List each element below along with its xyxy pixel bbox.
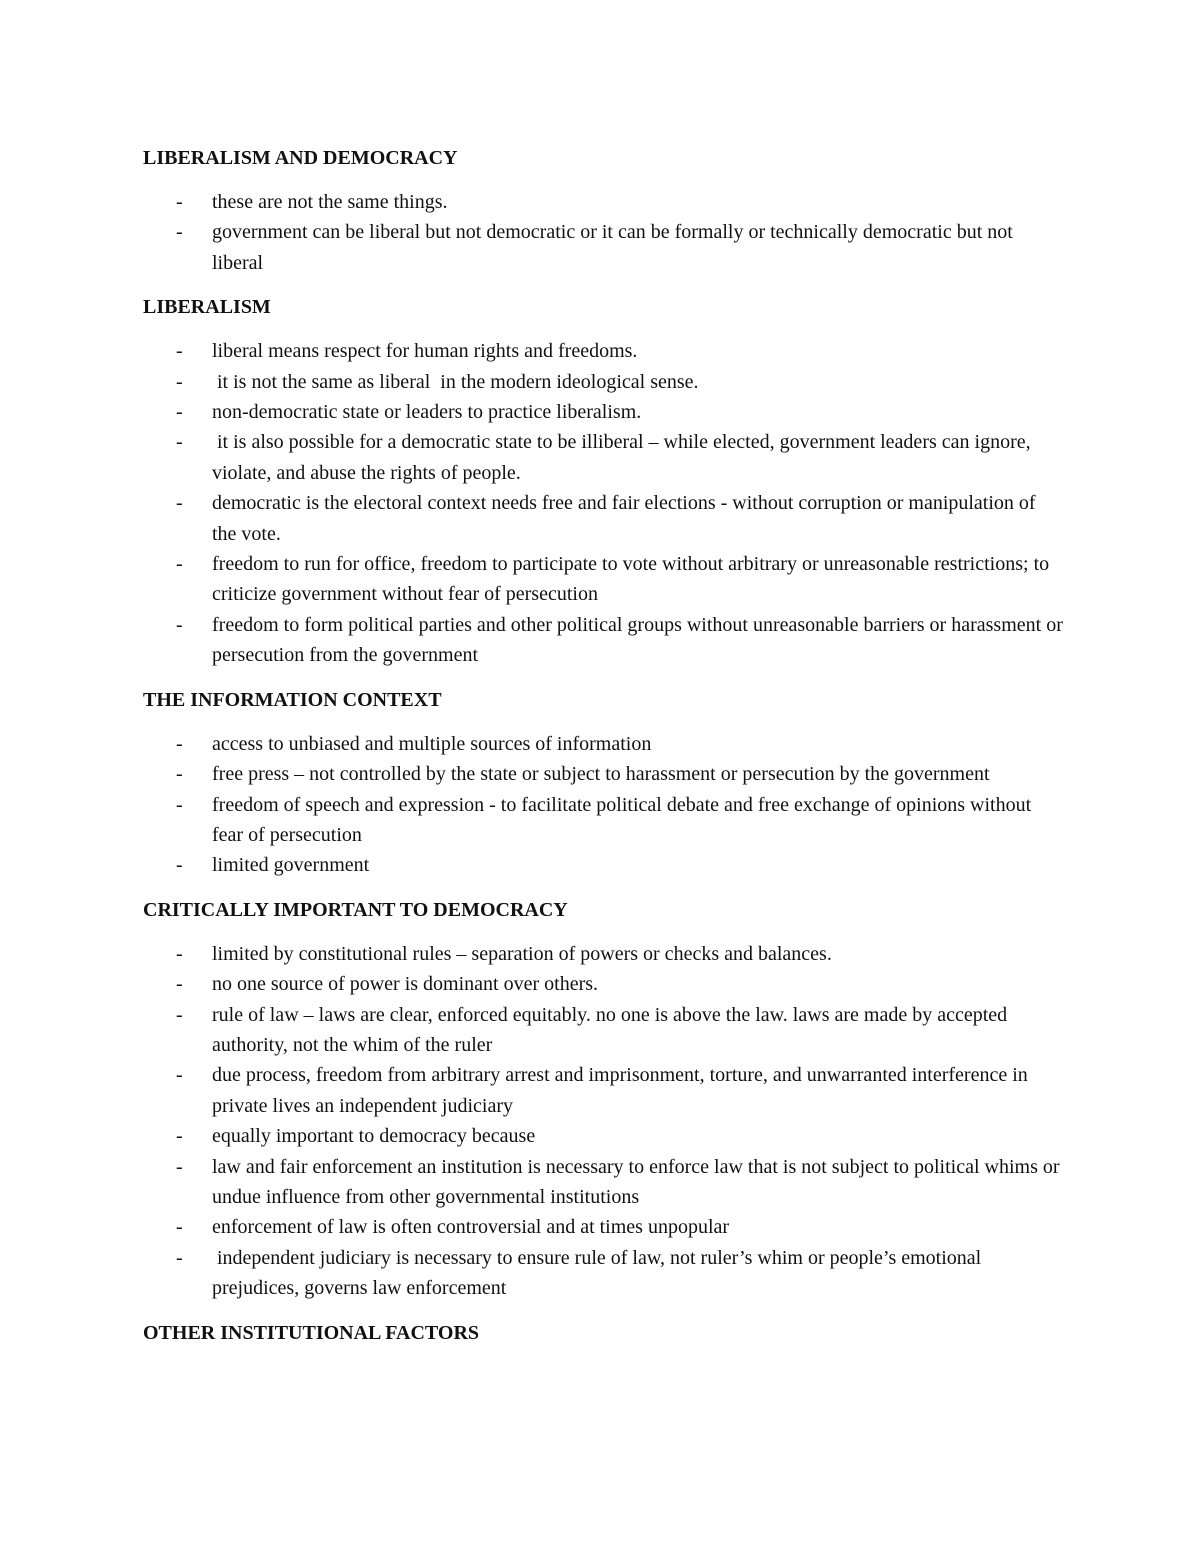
section-heading: OTHER INSTITUTIONAL FACTORS [143,1321,480,1344]
section-heading: THE INFORMATION CONTEXT [143,688,442,711]
list-item-text: law and fair enforcement an institution is necessary to enforce law that is not subject to political whims or undue influence from other governmental institutions [212,1155,1060,1208]
list-item-text: these are not the same things. [212,191,448,213]
list-item-text: independent judiciary is necessary to ensure rule of law, not ruler’s whim or people’s emotional prejudices, governs law enforcement [212,1246,987,1300]
section-heading: LIBERALISM [143,296,271,319]
list-item [143,790,1063,851]
list-item [143,850,1063,880]
list-item-text: it is not the same as liberal in the modern ideological sense. [212,370,699,393]
list-item-text: rule of law – laws are clear, enforced equitably. no one is above the law. laws are made by accepted authority, not the whim of the ruler [212,1003,1008,1056]
list-item [143,187,1063,217]
list-item [143,1121,1063,1151]
dash-bullet-icon: - [176,973,183,996]
list-item-text: democratic is the electoral context needs free and fair elections - without corruption or manipulation of the vote. [212,492,1036,545]
list-item [143,939,1063,969]
dash-bullet-icon: - [176,401,183,424]
list-item-text: limited government [212,854,370,877]
bullet-list [143,729,1063,881]
list-item-text: it is also possible for a democratic state to be illiberal – while elected, government leaders can ignore, violate, and abuse the rights of people. [212,431,1036,484]
list-item [143,427,1063,488]
list-item-text: government can be liberal but not democratic or it can be formally or technically democratic but not liberal [212,221,1013,274]
section-other-institutional-factors [143,1318,1063,1348]
list-item-text: freedom to run for office, freedom to participate to vote without arbitrary or unreasonable restrictions; to criticize government without fear of persecution [212,553,1050,606]
dash-bullet-icon: - [176,1216,183,1239]
dash-bullet-icon: - [176,854,183,877]
dash-bullet-icon: - [176,763,183,786]
list-item-text: freedom of speech and expression - to facilitate political debate and free exchange of opinions without fear of persecution [212,793,1032,846]
list-item [143,969,1063,999]
list-item [143,1243,1063,1304]
list-item-text: due process, freedom from arbitrary arrest and imprisonment, torture, and unwarranted interference in private lives an independent judiciary [212,1064,1028,1117]
list-item-text: non-democratic state or leaders to practice liberalism. [212,401,642,424]
dash-bullet-icon: - [176,492,183,515]
section-liberalism-and-democracy [143,143,1063,278]
dash-bullet-icon: - [176,793,183,816]
list-item-text: access to unbiased and multiple sources of information [212,732,652,755]
list-item-text: freedom to form political parties and other political groups without unreasonable barriers or harassment or persecution from the government [212,613,1063,667]
list-item-text: enforcement of law is often controversial and at times unpopular [212,1216,730,1239]
list-item-text: liberal means respect for human rights and freedoms. [212,340,638,363]
section-heading: LIBERALISM AND DEMOCRACY [143,147,458,169]
list-item-text: no one source of power is dominant over others. [212,973,599,996]
dash-bullet-icon: - [176,613,183,636]
bullet-list [143,187,1063,278]
bullet-list [143,939,1063,1304]
dash-bullet-icon: - [176,553,183,576]
section-information-context [143,685,1063,881]
bullet-list [143,336,1063,670]
dash-bullet-icon: - [176,1064,183,1087]
dash-bullet-icon: - [176,221,183,244]
list-item [143,367,1063,397]
list-item [143,488,1063,549]
section-heading: CRITICALLY IMPORTANT TO DEMOCRACY [143,898,568,921]
list-item [143,549,1063,610]
dash-bullet-icon: - [176,340,183,363]
dash-bullet-icon: - [176,431,183,454]
section-liberalism [143,292,1063,670]
dash-bullet-icon: - [176,1155,183,1178]
section-critically-important-to-democracy [143,895,1063,1304]
list-item [143,1000,1063,1061]
list-item [143,217,1063,278]
list-item [143,397,1063,427]
dash-bullet-icon: - [176,1246,183,1269]
list-item [143,1212,1063,1242]
list-item [143,610,1063,671]
dash-bullet-icon: - [176,942,183,965]
list-item-text: limited by constitutional rules – separation of powers or checks and balances. [212,942,832,965]
dash-bullet-icon: - [176,1125,183,1148]
dash-bullet-icon: - [176,1003,183,1026]
list-item [143,759,1063,789]
document-page [143,143,1063,1362]
dash-bullet-icon: - [176,732,183,755]
dash-bullet-icon: - [176,370,183,393]
list-item-text: equally important to democracy because [212,1125,536,1148]
list-item [143,336,1063,366]
list-item [143,1152,1063,1213]
list-item [143,1060,1063,1121]
list-item-text: free press – not controlled by the state or subject to harassment or persecution by the government [212,763,990,786]
list-item [143,729,1063,759]
dash-bullet-icon: - [176,191,183,213]
